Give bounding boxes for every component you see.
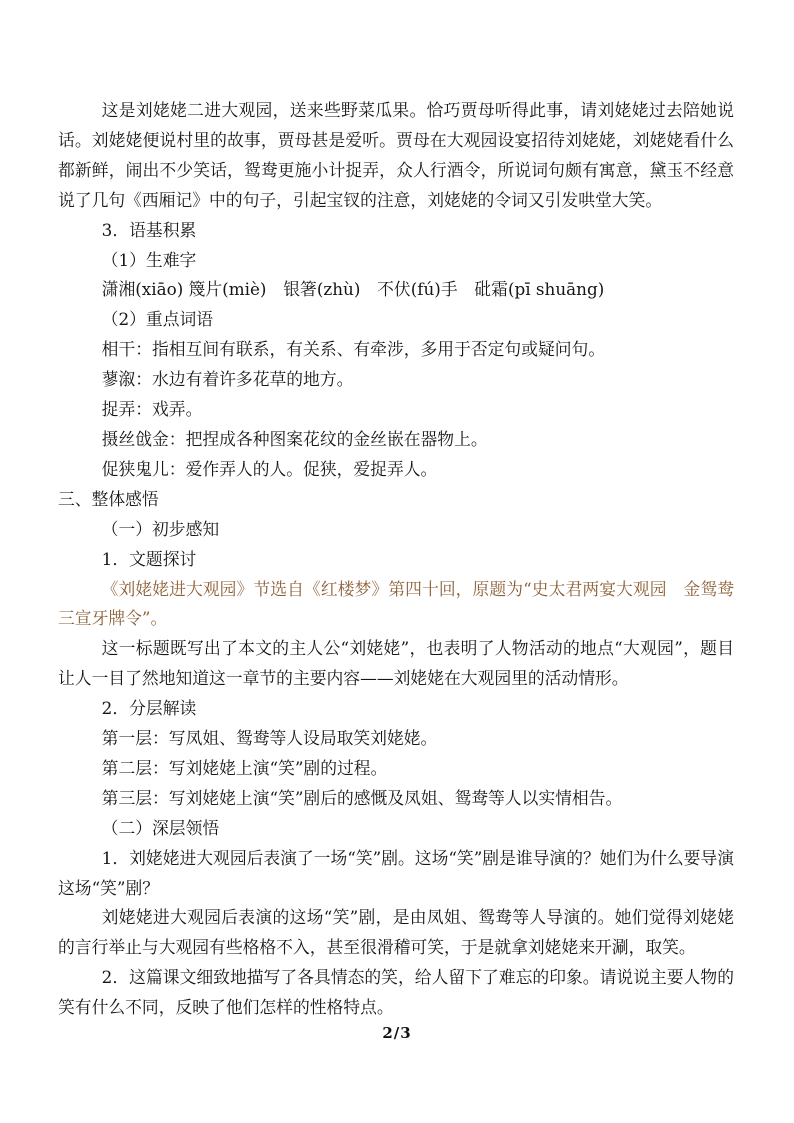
- heading-language-basics: 3．语基积累: [101, 219, 197, 240]
- document-body: [58, 96, 734, 1023]
- definition-cuxia-guir: 促狭鬼儿：爱作弄人的人。促狭，爱捉弄人。: [101, 458, 438, 479]
- paragraph-title-analysis: 这一标题既写出了本文的主人公“刘姥姥”，也表明了人物活动的地点“大观园”，题目让人一目了然地知道这一章节的主要内容——刘姥姥在大观园里的活动情形。: [58, 638, 734, 689]
- paragraph-source-note: 《刘姥姥进大观园》节选自《红楼梦》第四十回，原题为“史太君两宴大观园 金鸳鸯三宣牙牌令”。: [58, 578, 734, 629]
- definition-zhuonong: 捉弄：戏弄。: [101, 399, 203, 420]
- subheading-key-words: （2）重点词语: [101, 309, 214, 330]
- paragraph-answer-1: 刘姥姥进大观园后表演的这场“笑”剧，是由凤姐、鸳鸯等人导演的。她们觉得刘姥姥的言行举止与大观园有些格格不入，甚至很滑稽可笑，于是就拿刘姥姥来开涮，取笑。: [58, 907, 734, 958]
- paragraph-question-2: 2．这篇课文细致地描写了各具情态的笑，给人留下了难忘的印象。请说说主要人物的笑有什么不同，反映了他们怎样的性格特点。: [58, 967, 734, 1018]
- heading-overall-perception: 三、整体感悟: [58, 488, 159, 509]
- subheading-initial-perception: （一）初步感知: [101, 518, 220, 539]
- line-layer-3: 第三层：写刘姥姥上演“笑”剧后的感慨及凤姐、鸳鸯等人以实情相告。: [101, 787, 623, 808]
- subheading-difficult-characters: （1）生难字: [101, 249, 197, 270]
- definition-niesi-qiangjin: 摄丝戗金：把捏成各种图案花纹的金丝嵌在器物上。: [101, 428, 488, 449]
- paragraph-plot-summary: 这是刘姥姥二进大观园，送来些野菜瓜果。恰巧贾母听得此事，请刘姥姥过去陪她说话。刘姥姥便说村里的故事，贾母甚是爱听。贾母在大观园设宴招待刘姥姥，刘姥姥看什么都新鲜，闹出不少笑话，鸳鸯更施小计捉弄，众人行酒令，所说词句颇有寓意，黛玉不经意说了几句《西厢记》中的句子，引起宝钗的注意，刘姥姥的令词又引发哄堂大笑。: [58, 100, 734, 210]
- line-layer-2: 第二层：写刘姥姥上演“笑”剧的过程。: [101, 757, 388, 778]
- subheading-title-discussion: 1．文题探讨: [101, 548, 197, 569]
- definition-liaoxu: 蓼溆：水边有着许多花草的地方。: [101, 369, 354, 390]
- subheading-layer-analysis: 2．分层解读: [101, 698, 197, 719]
- line-layer-1: 第一层：写凤姐、鸳鸯等人设局取笑刘姥姥。: [101, 728, 438, 749]
- subheading-deep-comprehension: （二）深层领悟: [101, 817, 220, 838]
- definition-xianggan: 相干：指相互间有联系，有关系、有牵涉，多用于否定句或疑问句。: [101, 339, 606, 360]
- line-pinyin-vocabulary: 潇湘(xiāo) 篾片(miè) 银箸(zhù) 不伏(fú)手 砒霜(pī shuāng): [101, 279, 605, 300]
- page-number: 2/3: [382, 1024, 412, 1042]
- paragraph-question-1: 1．刘姥姥进大观园后表演了一场“笑”剧。这场“笑”剧是谁导演的？她们为什么要导演这场“笑”剧？: [58, 847, 735, 898]
